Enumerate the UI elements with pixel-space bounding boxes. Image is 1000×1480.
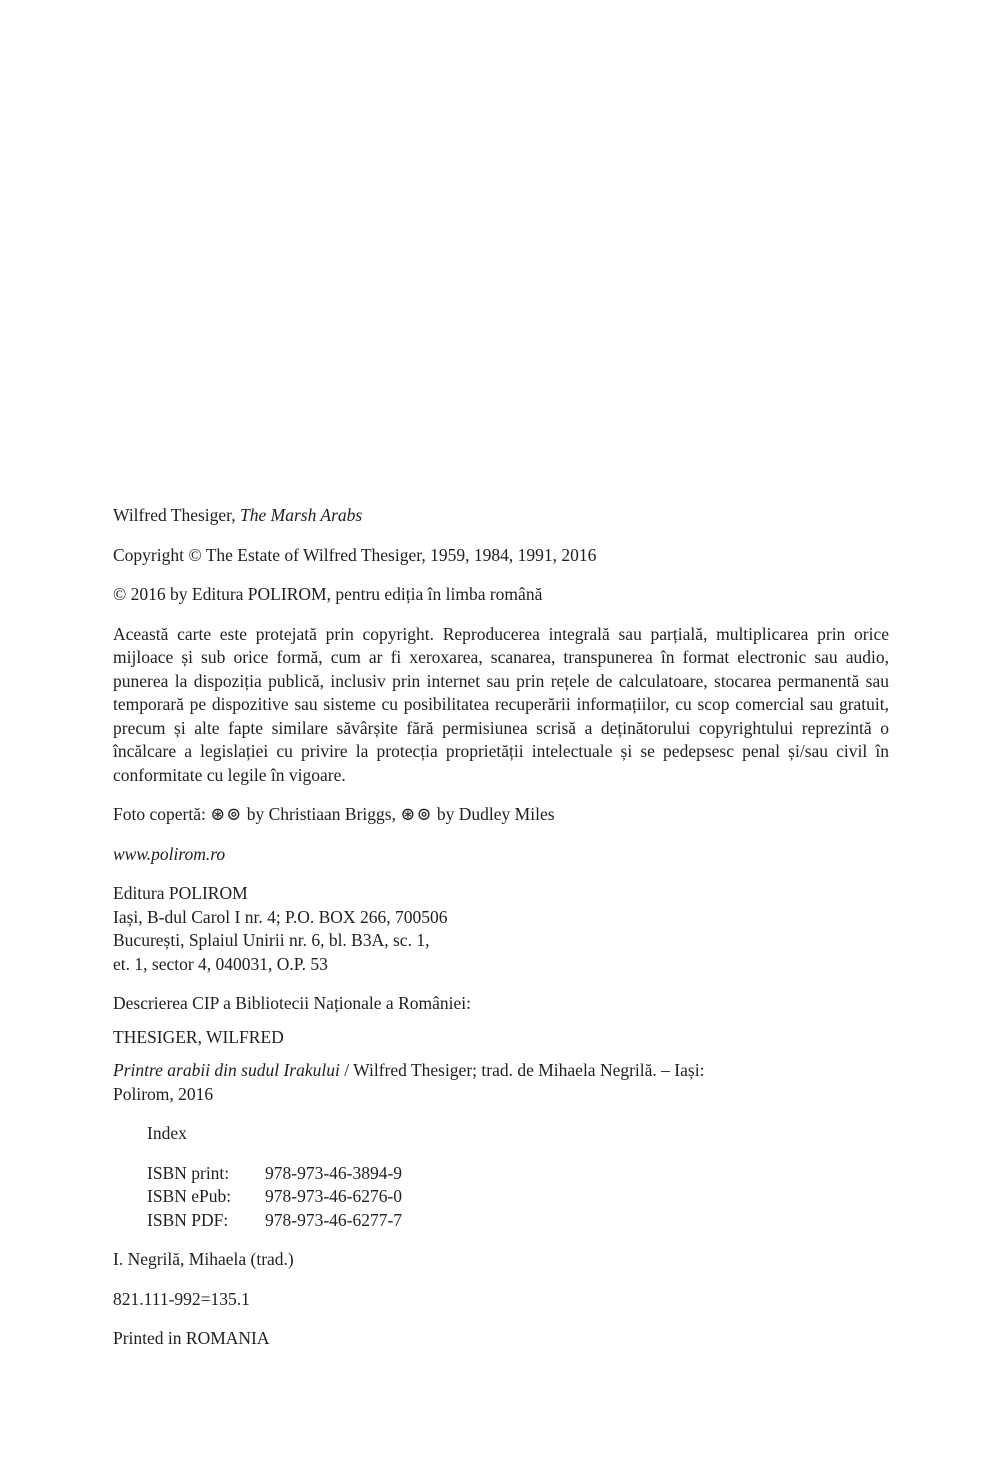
publisher-address-bucharest-1: București, Splaiul Unirii nr. 6, bl. B3A, sc. 1,	[113, 930, 430, 950]
cip-translator-entry: I. Negrilă, Mihaela (trad.)	[113, 1249, 294, 1269]
copyright-romanian-line: © 2016 by Editura POLIROM, pentru ediția în limba română	[113, 584, 543, 604]
isbn-pdf-label: ISBN PDF:	[147, 1209, 229, 1230]
photo-credit-prefix: Foto copertă:	[113, 804, 211, 824]
printed-in-line: Printed in ROMANIA	[113, 1328, 270, 1348]
isbn-print-label: ISBN print:	[147, 1162, 230, 1183]
isbn-epub-row	[147, 1185, 889, 1209]
cip-heading: Descrierea CIP a Bibliotecii Naționale a României:	[113, 993, 471, 1013]
cc-by-license-icon: ⊛⊚	[400, 804, 433, 824]
isbn-print-row	[147, 1162, 889, 1186]
cip-title-rest: / Wilfred Thesiger; trad. de Mihaela Negrilă. – Iași:	[339, 1060, 705, 1080]
isbn-epub-value: 978-973-46-6276-0	[265, 1186, 403, 1206]
cip-author: THESIGER, WILFRED	[113, 1026, 284, 1047]
cip-title-translated: Printre arabii din sudul Irakului	[113, 1060, 340, 1080]
photo-credit-briggs: by Christiaan Briggs,	[242, 804, 401, 824]
photo-credit-miles: by Dudley Miles	[432, 804, 555, 824]
isbn-epub-label: ISBN ePub:	[147, 1186, 232, 1206]
copyright-original-line: Copyright © The Estate of Wilfred Thesiger, 1959, 1984, 1991, 2016	[113, 544, 597, 565]
cip-title-line1	[113, 1059, 889, 1083]
photo-credit-line	[113, 803, 889, 827]
udc-number: 821.111-992=135.1	[113, 1288, 250, 1309]
cip-index-label: Index	[147, 1123, 187, 1143]
isbn-pdf-row	[147, 1209, 889, 1233]
isbn-print-value: 978-973-46-3894-9	[265, 1162, 403, 1183]
publisher-website: www.polirom.ro	[113, 843, 226, 864]
cc-by-license-icon: ⊛⊚	[210, 804, 243, 824]
cip-title-line2: Polirom, 2016	[113, 1083, 214, 1104]
publisher-address-iasi: Iași, B-dul Carol I nr. 4; P.O. BOX 266, 700506	[113, 906, 448, 927]
book-original-title: The Marsh Arabs	[240, 505, 363, 525]
isbn-pdf-value: 978-973-46-6277-7	[265, 1209, 403, 1230]
colophon-content	[113, 504, 889, 1367]
isbn-list	[147, 1162, 889, 1233]
cip-title-entry	[113, 1059, 889, 1106]
publisher-address-bucharest-2: et. 1, sector 4, 040031, O.P. 53	[113, 953, 328, 974]
publisher-name: Editura POLIROM	[113, 883, 248, 903]
publisher-address-block	[113, 882, 889, 976]
legal-notice: Această carte este protejată prin copyright. Reproducerea integrală sau parțială, multiplicarea prin orice mijloace și sub orice formă, cum ar fi xeroxarea, scanarea, transpunerea în format electronic sau audio, punerea la dispoziția publică, inclusiv prin internet sau prin rețele de calculatoare, stocarea permanentă sau temporară pe dispozitive sau sisteme cu posibilitatea recuperării informațiilor, cu scop comercial sau gratuit, precum și alte fapte similare săvârșite fără permisiunea scrisă a deținătorului copyrightului reprezintă o încălcare a legislației cu privire la protecția proprietății intelectuale și se pedepsesc penal și/sau civil în conformitate cu legile în vigoare.	[113, 623, 889, 785]
book-author: Wilfred Thesiger,	[113, 505, 241, 525]
book-title-line	[113, 504, 889, 528]
